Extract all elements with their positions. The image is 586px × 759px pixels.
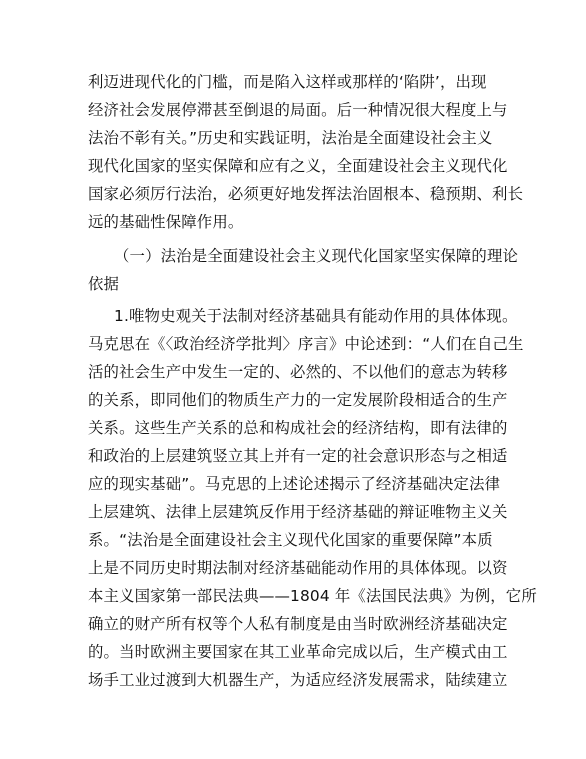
text-line: 系。“法治是全面建设社会主义现代化国家的重要保障”本质 <box>88 531 493 549</box>
text-line: 应的现实基础”。马克思的上述论述揭示了经济基础决定法律 <box>88 475 501 493</box>
text-line: 法治不彰有关。”历史和实践证明，法治是全面建设社会主义 <box>88 129 493 147</box>
text-line: 上层建筑、法律上层建筑反作用于经济基础的辩证唯物主义关 <box>88 503 508 521</box>
text-line: 关系。这些生产关系的总和构成社会的经济结构，即有法律的 <box>88 419 508 437</box>
text-line: 国家必须厉行法治，必须更好地发挥法治固根本、稳预期、利长 <box>88 185 524 203</box>
text-line: 经济社会发展停滞甚至倒退的局面。后一种情况很大程度上与 <box>88 101 508 119</box>
subsection-heading: 1.唯物史观关于法制对经济基础具有能动作用的具体体现。 <box>114 307 518 325</box>
section-heading: （一）法治是全面建设社会主义现代化国家坚实保障的理论 <box>114 247 519 265</box>
text-line: 马克思在《〈政治经济学批判〉序言》中论述到：“人们在自己生 <box>88 335 524 353</box>
text-line: 确立的财产所有权等个人私有制度是由当时欧洲经济基础决定 <box>88 615 508 633</box>
text-line: 和政治的上层建筑竖立其上并有一定的社会意识形态与之相适 <box>88 447 508 465</box>
text-line: 上是不同历史时期法制对经济基础能动作用的具体体现。以资 <box>88 559 508 577</box>
text-line: 场手工业过渡到大机器生产，为适应经济发展需求，陆续建立 <box>88 671 508 689</box>
text-line: 利迈进现代化的门槛，而是陷入这样或那样的‘陷阱’，出现 <box>88 73 487 91</box>
text-line: 的关系，即同他们的物质生产力的一定发展阶段相适合的生产 <box>88 391 508 409</box>
section-heading-continued: 依据 <box>88 275 120 293</box>
text-line: 活的社会生产中发生一定的、必然的、不以他们的意志为转移 <box>88 363 508 381</box>
text-line: 现代化国家的坚实保障和应有之义，全面建设社会主义现代化 <box>88 157 508 175</box>
text-line: 本主义国家第一部民法典——1804 年《法国民法典》为例，它所 <box>88 587 537 605</box>
text-line: 的。当时欧洲主要国家在其工业革命完成以后，生产模式由工 <box>88 643 508 661</box>
text-line: 远的基础性保障作用。 <box>88 213 244 231</box>
